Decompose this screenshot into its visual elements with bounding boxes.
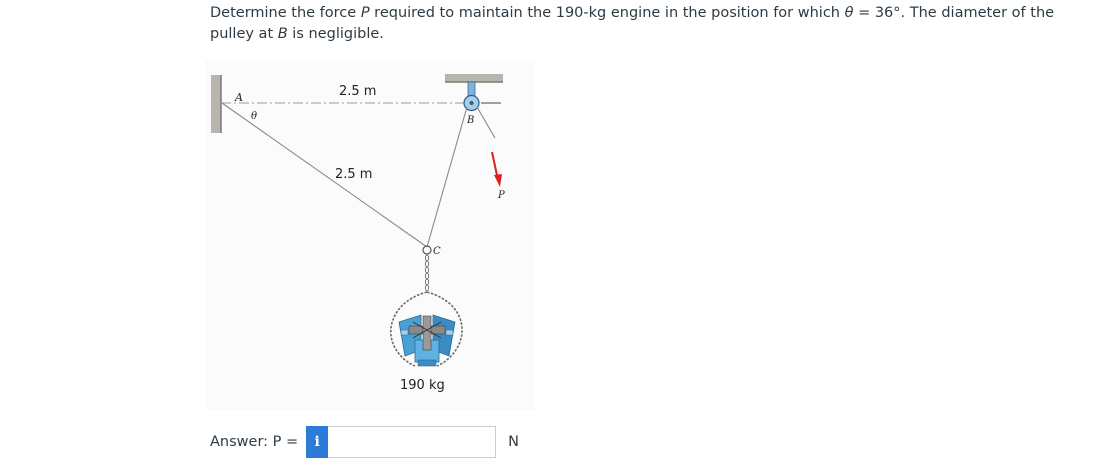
answer-unit: N: [508, 434, 520, 450]
figure-svg: [205, 60, 535, 410]
problem-text-part: = 36°. The diameter of the pulley at: [210, 5, 1055, 42]
pulley-bracket: [468, 82, 475, 96]
answer-input[interactable]: [328, 426, 496, 458]
label-p: P: [498, 190, 505, 201]
variable-b: B: [277, 26, 288, 42]
problem-text-part: is negligible.: [287, 26, 384, 42]
variable-theta: θ: [844, 5, 854, 21]
answer-row: [210, 426, 519, 458]
variable-p: P: [360, 5, 370, 21]
dimension-diagonal: 2.5 m: [335, 167, 373, 182]
label-theta: θ: [251, 111, 258, 122]
label-c: C: [433, 246, 441, 257]
problem-statement: [210, 3, 1100, 45]
label-b: B: [467, 115, 475, 126]
mass-label: 190 kg: [400, 378, 445, 393]
pulley-axle: [470, 101, 474, 105]
problem-text-part: Determine the force: [210, 5, 361, 21]
answer-label: Answer: P =: [210, 434, 299, 450]
wall-support: [211, 75, 221, 133]
ceiling-support: [445, 74, 503, 82]
dimension-top: 2.5 m: [339, 84, 377, 99]
label-a: A: [235, 91, 243, 104]
problem-text-part: required to maintain the 190-kg engine in the position for which: [369, 5, 845, 21]
engine-hoist-figure: [205, 60, 535, 410]
info-icon[interactable]: i: [306, 426, 328, 458]
